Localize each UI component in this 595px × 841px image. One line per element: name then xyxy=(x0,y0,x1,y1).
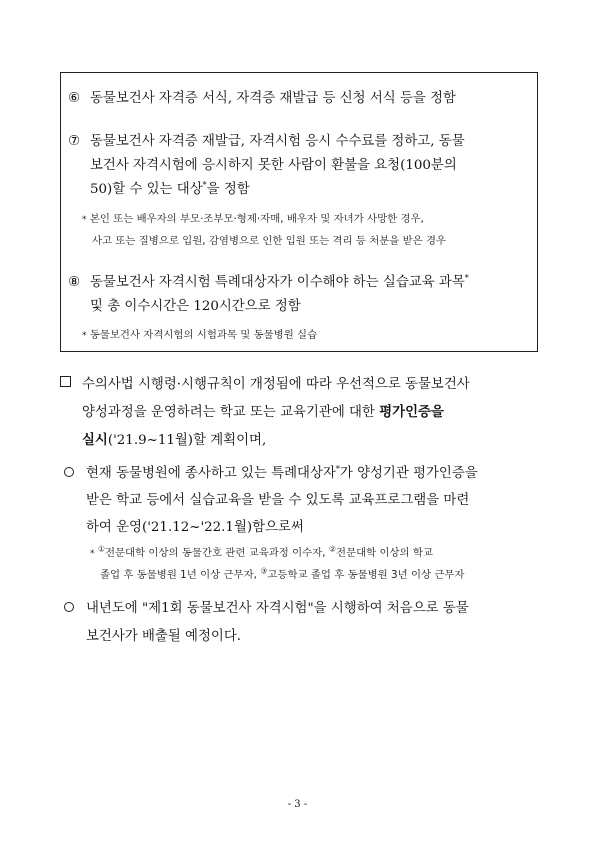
item-8-text-1: 동물보건사 자격시험 특례대상자가 이수해야 하는 실습교육 과목 xyxy=(90,275,465,290)
bullet1-line1 xyxy=(86,462,478,481)
section-line3-text: ('21.9~11월)할 계획이며, xyxy=(107,433,267,448)
item-7-line2: 보건사 자격시험에 응시하지 못한 사람이 환불을 요청(100분의 xyxy=(90,158,457,173)
item-7-text-1: 동물보건사 자격증 재발급, 자격시험 응시 수수료를 정하고, 동물 xyxy=(90,134,465,149)
item-8-line1 xyxy=(68,271,469,290)
item-8-note-1 xyxy=(82,326,317,341)
item-6-number: ⑥ xyxy=(68,91,81,106)
bullet1-note-2 xyxy=(100,566,464,581)
bullet1-note-2b: 고등학교 졸업 후 동물병원 3년 이상 근무자 xyxy=(267,569,465,581)
section-line3-bold: 실시 xyxy=(82,433,108,448)
item-7-text-3: 50)할 수 있는 대상 xyxy=(90,182,203,197)
section-line1: 수의사법 시행령·시행규칙이 개정됨에 따라 우선적으로 동물보건사 xyxy=(82,377,470,392)
item-7-line3 xyxy=(90,178,250,197)
bullet1-note-1 xyxy=(90,544,433,559)
item-7-note-1-text: 본인 또는 배우자의 부모·조부모·형제·자매, 배우자 및 자녀가 사망한 경우, xyxy=(89,213,424,225)
item-7-footnote-mark: * xyxy=(202,180,207,190)
square-bullet-icon xyxy=(60,376,71,387)
circle-bullet-icon xyxy=(64,467,74,477)
item-8-number: ⑧ xyxy=(68,275,81,290)
bullet1-note-1b: 전문대학 이상의 학교 xyxy=(336,547,433,559)
bullet1-line3: 하여 운영('21.12~'22.1월)함으로써 xyxy=(86,520,304,535)
section-line3 xyxy=(82,429,266,448)
note-asterisk: * xyxy=(82,331,87,341)
note-asterisk: * xyxy=(90,549,95,559)
page-number: - 3 - xyxy=(287,799,308,810)
bullet1-note-1a: 전문대학 이상의 동물간호 관련 교육과정 이수자, xyxy=(104,547,326,559)
item-8-note-1-text: 동물보건사 자격시험의 시험과목 및 동물병원 실습 xyxy=(89,329,318,341)
circle-bullet-icon xyxy=(64,602,74,612)
bullet1-text-1: 현재 동물병원에 종사하고 있는 특례대상자 xyxy=(86,466,336,481)
section-line2-bold: 평가인증을 xyxy=(379,405,444,420)
bullet2-line2: 보건사가 배출될 예정이다. xyxy=(86,629,242,644)
bullet1-line2: 받은 학교 등에서 실습교육을 받을 수 있도록 교육프로그램을 마련 xyxy=(86,493,470,508)
item-7-note-2: 사고 또는 질병으로 입원, 감염병으로 인한 입원 또는 격리 등 처분을 받은 경우 xyxy=(92,235,447,247)
section-line2 xyxy=(82,401,444,420)
item-8-footnote-mark: * xyxy=(464,273,469,283)
item-8-line2: 및 총 이수시간은 120시간으로 정함 xyxy=(90,299,301,314)
note-circled-2: ② xyxy=(328,544,337,554)
bullet1-note-2a: 졸업 후 동물병원 1년 이상 근무자, xyxy=(100,569,257,581)
note-circled-1: ① xyxy=(97,544,105,554)
item-7-text-3-end: 을 정함 xyxy=(206,182,250,197)
note-asterisk: * xyxy=(82,215,87,225)
item-6-text: 동물보건사 자격증 서식, 자격증 재발급 등 신청 서식 등을 정함 xyxy=(90,91,456,106)
item-6 xyxy=(68,87,456,106)
bullet1-text-1-end: 가 양성기관 평가인증을 xyxy=(339,466,478,481)
item-7-note-1 xyxy=(82,210,424,225)
note-circled-3: ③ xyxy=(260,566,268,576)
section-line2-text: 양성과정을 운영하려는 학교 또는 교육기관에 대한 xyxy=(82,405,375,420)
item-7-line1 xyxy=(68,130,465,149)
bullet1-footnote-mark: * xyxy=(335,464,340,474)
item-7-number: ⑦ xyxy=(68,134,81,149)
bullet2-line1: 내년도에 "제1회 동물보건사 자격시험"을 시행하여 처음으로 동물 xyxy=(86,601,469,616)
